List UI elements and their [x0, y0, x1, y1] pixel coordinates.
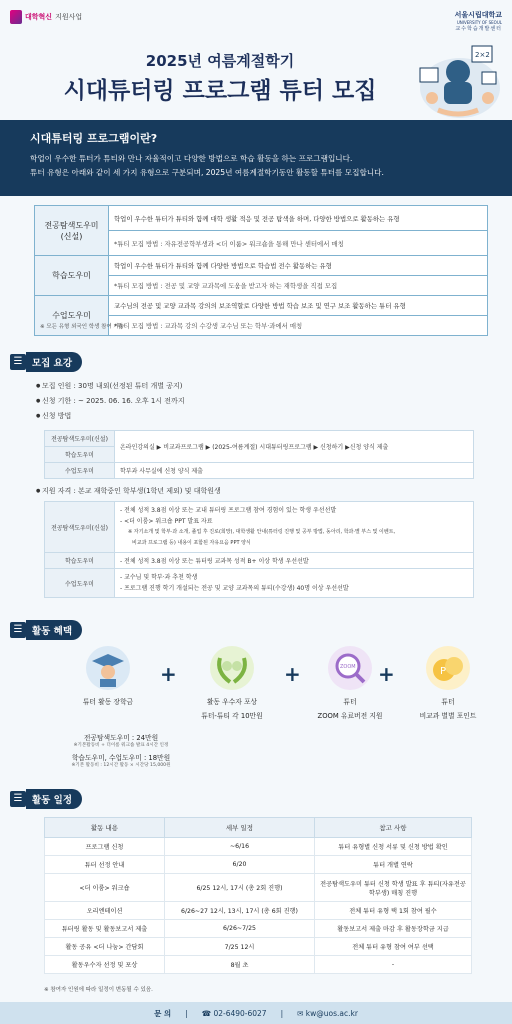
cell-date: 6/26~27 12시, 13시, 17시 (총 6회 진행): [165, 902, 315, 920]
type-desc: 학업이 우수한 튜터가 튜티와 함께 다양한 방법으로 학습법 전수 활동하는 유형: [109, 256, 488, 276]
qual-detail: [115, 569, 474, 598]
cell-activity: 오리엔테이션: [45, 902, 165, 920]
recruit-qualification: ● 지원 자격 : 본교 재학중인 학부생(1학년 제외) 및 대학원생: [36, 486, 486, 496]
contact-footer: [0, 1002, 512, 1024]
left-logo: [10, 10, 82, 24]
qual-line: - 프로그램 진행 학기 개설되는 전공 및 교양 교과목의 튜티(수강생) 40명 이상 우선선발: [120, 585, 349, 592]
type-desc: 교수님의 전공 및 교양 교과목 강의의 보조역할로 다양한 방법 학습 보조 및 연구 보조 활동하는 튜터 유형: [109, 296, 488, 316]
table-row: [45, 569, 474, 598]
table-row: [45, 920, 472, 938]
contact-email[interactable]: ✉ kw@uos.ac.kr: [297, 1008, 358, 1018]
intro-line-1: 학업이 우수한 튜터가 튜티와 만나 자율적이고 다양한 방법으로 학습 활동을 하는 프로그램입니다.: [30, 154, 353, 163]
laurel-award-icon: [210, 646, 254, 690]
table-row: [35, 256, 488, 276]
cell-note: -: [315, 956, 472, 974]
cell-date: 6/20: [165, 856, 315, 874]
type-name: 전공탐색도우미 (신설): [35, 206, 109, 256]
table-row: [45, 431, 474, 447]
method-online: 온라인강의실 ▶ 비교과프로그램 ▶ (2025-여름계절) 시대튜터링프로그램 ▶ 신청하기 ▶신청 양식 제출: [115, 431, 474, 463]
schedule-section-title: 활동 일정: [26, 789, 82, 809]
cell-date: 7/25 12시: [165, 938, 315, 956]
cell-activity: 활동우수자 선정 및 포상: [45, 956, 165, 974]
contact-phone[interactable]: ☎ 02-6490-6027: [201, 1008, 267, 1018]
scholarship-detail: [46, 732, 196, 768]
divider: |: [280, 1008, 284, 1018]
qual-type: 전공탐색도우미(신설): [45, 502, 115, 553]
university-name-en: UNIVERSITY OF SEOUL: [456, 20, 502, 25]
intro-line-2: 튜터 유형은 아래와 같이 세 가지 유형으로 구분되며, 2025년 여름계절학기동안 활동할 튜터를 모집합니다.: [30, 168, 384, 177]
method-type: 전공탐색도우미(신설): [45, 431, 115, 447]
recruit-count: ● 모집 인원 : 30명 내외(선정된 튜터 개별 공지): [36, 381, 486, 391]
cell-note: 전공탐색도우미 튜터 신청 학생 발표 후 튜티(자유전공학부생) 매칭 진행: [315, 874, 472, 902]
header-activity: 활동 내용: [45, 818, 165, 838]
cell-activity: 활동 공유 <더 나눔> 간담회: [45, 938, 165, 956]
list-icon: ☰: [10, 791, 26, 807]
header-date: 세부 일정: [165, 818, 315, 838]
benefit-scholarship: [58, 646, 158, 706]
table-row: [45, 856, 472, 874]
list-icon: ☰: [10, 622, 26, 638]
university-innovation-logo-icon: [10, 10, 22, 24]
left-logo-brand: 대학혁신: [25, 13, 53, 21]
type-desc: 학업이 우수한 튜터가 튜티와 함께 대학 생활 적응 및 전공 탐색을 하며, 다양한 방법으로 활동하는 유형: [109, 206, 488, 231]
right-logo: [455, 10, 502, 32]
scholarship-major: 전공탐색도우미 : 24만원: [83, 734, 159, 742]
recruit-bullets: [36, 381, 486, 426]
qual-type: 수업도우미: [45, 569, 115, 598]
header-note: 참고 사항: [315, 818, 472, 838]
page-subtitle: 2025년 여름계절학기: [145, 52, 295, 70]
benefit-label: 튜터: [441, 698, 455, 706]
scholarship-learning: 학습도우미, 수업도우미 : 18만원: [71, 754, 171, 762]
table-row: [35, 296, 488, 316]
plus-icon: +: [284, 662, 301, 686]
table-row: [45, 874, 472, 902]
benefits-section-header: [10, 620, 82, 640]
benefits-section-title: 활동 혜택: [26, 620, 82, 640]
table-row: [45, 553, 474, 569]
qualification-table: [44, 501, 474, 598]
benefit-award: [182, 646, 282, 720]
method-type: 학습도우미: [45, 447, 115, 463]
cell-activity: 튜터 선정 안내: [45, 856, 165, 874]
graduate-icon: [86, 646, 130, 690]
benefit-detail: 튜터-튜티 각 10만원: [201, 712, 263, 720]
cell-date: 8월 초: [165, 956, 315, 974]
center-name: 교수학습개발센터: [455, 26, 502, 32]
cell-activity: 튜터링 활동 및 활동보고서 제출: [45, 920, 165, 938]
method-office: 학부과 사무실에 신청 양식 제출: [115, 463, 474, 479]
cell-date: 6/26~7/25: [165, 920, 315, 938]
cell-note: 튜터 개별 연락: [315, 856, 472, 874]
type-sub: *튜티 모집 방법 : 자유전공학부생과 <더 이룸> 워크숍을 통해 만나 센터에서 매칭: [109, 231, 488, 256]
list-icon: ☰: [10, 354, 26, 370]
table-row: [45, 902, 472, 920]
plus-icon: +: [378, 662, 395, 686]
table-row: [35, 206, 488, 231]
recruit-section-title: 모집 요강: [26, 352, 82, 372]
table-header-row: [45, 818, 472, 838]
intro-banner: [0, 120, 512, 196]
svg-text:P: P: [440, 666, 447, 677]
table-row: [45, 938, 472, 956]
plus-icon: +: [160, 662, 177, 686]
recruit-deadline: ● 신청 기한 : ~ 2025. 06. 16. 오후 1시 전까지: [36, 396, 486, 406]
scholarship-learning-note: ※기본 활동비 : 12시간 활동 × 시간당 15,000원: [71, 763, 171, 768]
recruit-method-label: ● 신청 방법: [36, 411, 486, 421]
schedule-note: ※ 참여자 인원에 따라 일정이 변동될 수 있음.: [44, 987, 153, 993]
types-note: ※ 모든 유형 외국인 학생 참여 가능: [40, 324, 125, 330]
type-sub: *튜티 모집 방법 : 교과목 강의 수강생 교수님 또는 학부·과에서 매칭: [109, 316, 488, 336]
benefit-points: [398, 646, 498, 720]
schedule-section-header: [10, 789, 82, 809]
table-row: [45, 956, 472, 974]
svg-text:2×2: 2×2: [475, 51, 490, 59]
cell-note: 튜터 유형별 신청 서류 및 신청 방법 확인: [315, 838, 472, 856]
type-name: 수업도우미: [35, 296, 109, 336]
qual-line: - <더 이룸> 워크숍 PPT 발표 자료: [120, 518, 213, 525]
cell-date: ~6/16: [165, 838, 315, 856]
benefit-label: 활동 우수자 포상: [206, 698, 258, 706]
qualification-bullet: [36, 486, 486, 501]
cell-date: 6/25 12시, 17시 (총 2회 진행): [165, 874, 315, 902]
tutoring-illustration-icon: [408, 42, 504, 122]
zoom-magnifier-icon: [328, 646, 372, 690]
schedule-table: [44, 817, 472, 974]
cell-activity: 프로그램 신청: [45, 838, 165, 856]
qual-type: 학습도우미: [45, 553, 115, 569]
page-title: 시대튜터링 프로그램 튜터 모집: [63, 78, 377, 104]
contact-label: 문 의: [154, 1008, 172, 1018]
cell-note: 전체 튜터 유형 택 1회 참여 필수: [315, 902, 472, 920]
qual-line: - 교수님 및 학부·과 추천 학생: [120, 574, 198, 581]
university-name: 서울시립대학교: [454, 11, 502, 19]
benefit-detail: 비교과 별별 포인트: [419, 712, 477, 720]
scholarship-major-note: ※기본활동비 + 더이룸 워크숍 발표 4시간 인정: [73, 743, 169, 748]
cell-activity: <더 이룸> 워크숍: [45, 874, 165, 902]
coin-points-icon: [426, 646, 470, 690]
zoom-text: ZOOM: [340, 664, 356, 670]
divider: |: [185, 1008, 188, 1018]
intro-question: 시대튜터링 프로그램이란?: [30, 132, 158, 145]
method-table: [44, 430, 474, 479]
type-sub: *튜티 모집 방법 : 전공 및 교양 교과목에 도움을 받고자 하는 재학생을 직접 모집: [109, 276, 488, 296]
qual-line: 비교과 프로그램 등) 내용이 포함된 자유요음 PPT 양식: [132, 540, 251, 546]
qual-line: - 전체 성적 3.8점 이상 또는 튜터링 교과목 성적 B+ 이상 학생 우선선발: [115, 553, 474, 569]
table-row: [45, 463, 474, 479]
qual-detail: [115, 502, 474, 553]
cell-note: 활동보고서 제출 마감 후 활동장학금 지급: [315, 920, 472, 938]
benefit-detail: ZOOM 유료버전 지원: [317, 712, 383, 720]
benefit-label: 튜터 활동 장학금: [82, 698, 134, 706]
qual-line: ※ 자기소개 및 학부·과 소개, 졸업 후 진로(희망), 대학생활 안내(튜터링 진행 및 공부 방법, 동아리, 학과·별 부스 및 이벤트,: [128, 529, 396, 535]
tutor-types-table: [34, 205, 488, 336]
table-row: [45, 502, 474, 553]
method-type: 수업도우미: [45, 463, 115, 479]
cell-note: 전체 튜터 유형 참여 여부 선택: [315, 938, 472, 956]
type-name: 학습도우미: [35, 256, 109, 296]
benefit-label: 튜터: [343, 698, 357, 706]
left-logo-rest: 지원사업: [55, 13, 83, 21]
recruit-section-header: [10, 352, 82, 372]
qual-line: - 전체 성적 3.8점 이상 또는 교내 튜터링 프로그램 참여 경험이 있는 학생 우선선발: [120, 507, 337, 514]
table-row: [45, 838, 472, 856]
